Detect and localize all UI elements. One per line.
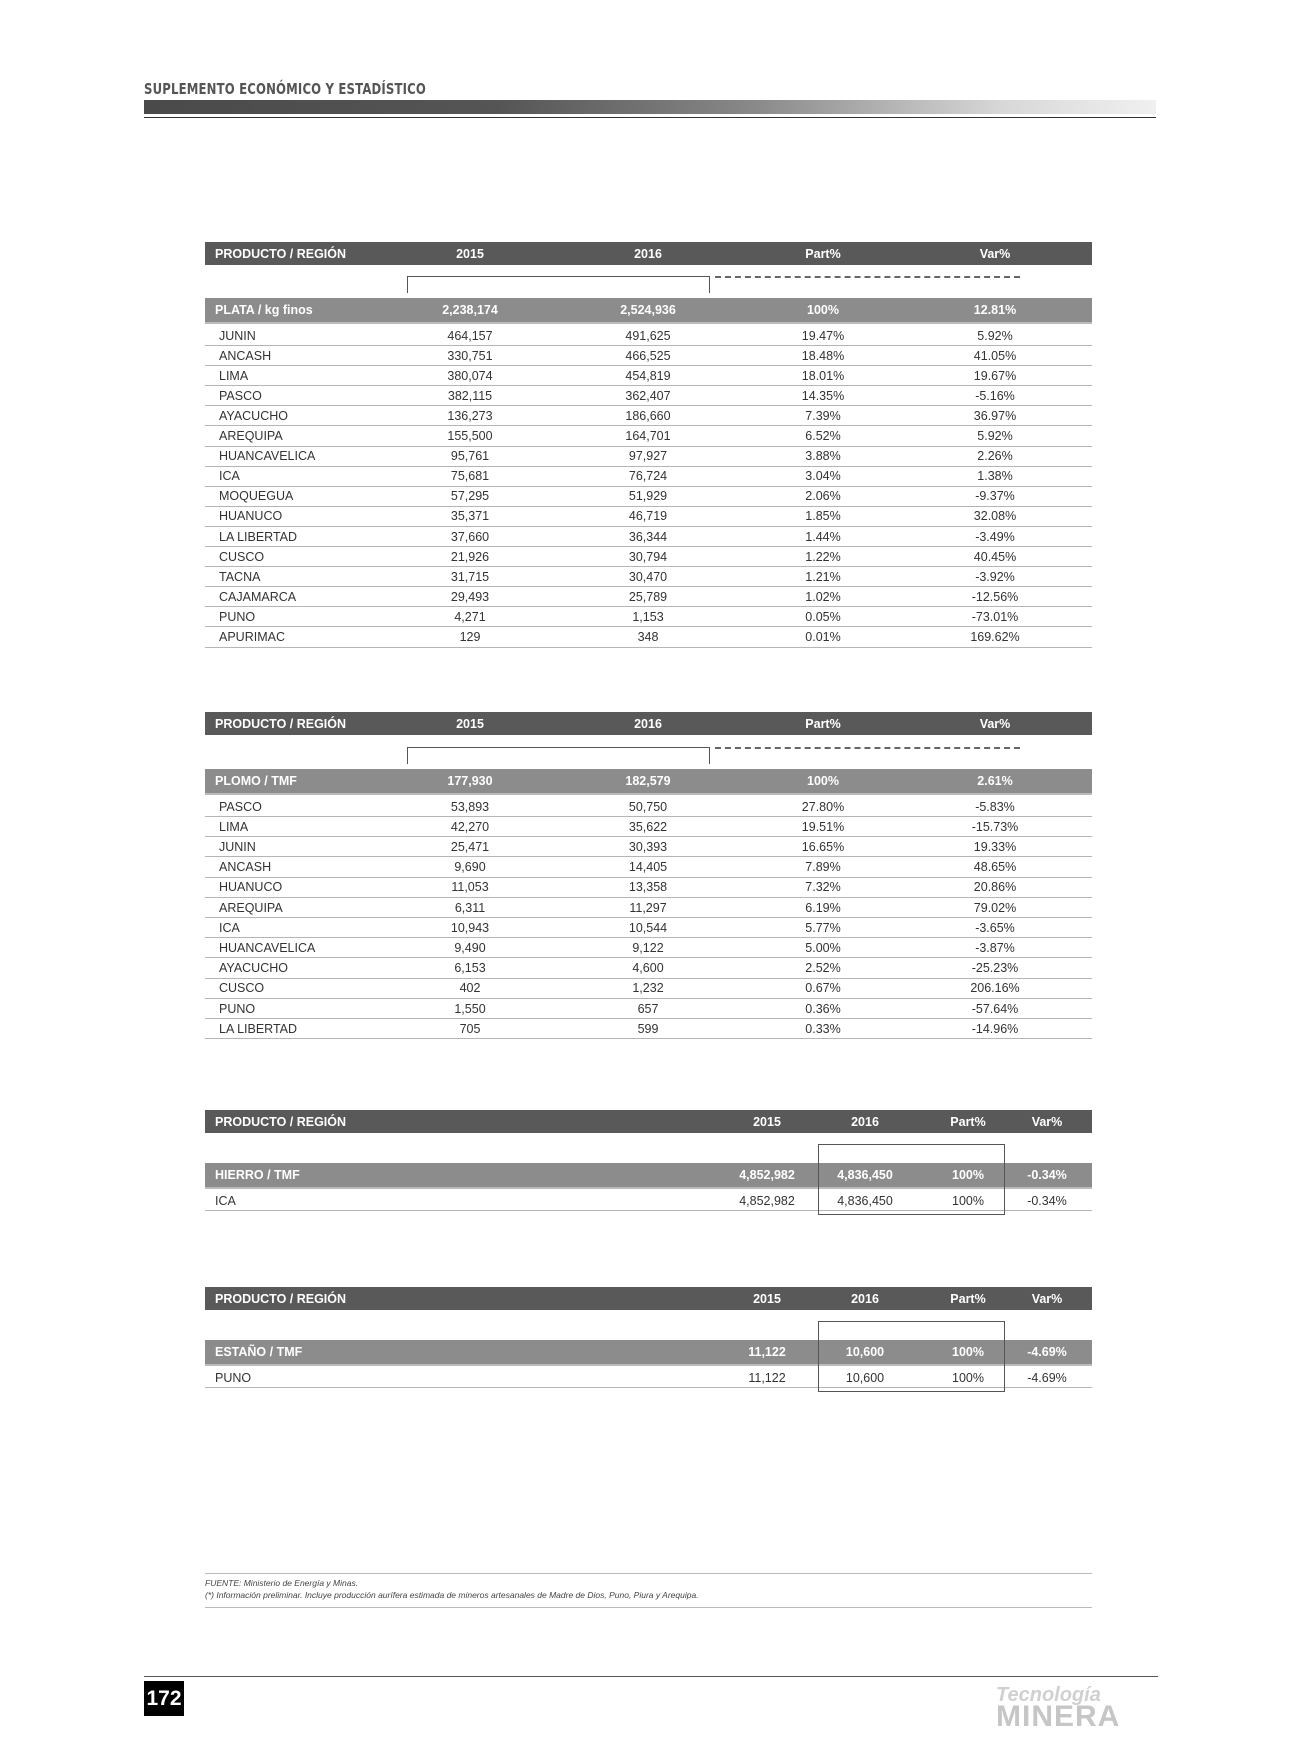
region-cell: AREQUIPA	[219, 429, 283, 443]
header-gradient-bar	[144, 100, 1156, 114]
value-cell: 0.05%	[805, 609, 841, 624]
table-row	[205, 979, 1092, 999]
region-cell: PASCO	[219, 388, 262, 403]
col-2015: 2015	[753, 1114, 781, 1129]
value-cell: 3.88%	[805, 449, 841, 464]
total-part: 100%	[952, 1168, 984, 1182]
value-cell: 35,622	[628, 819, 668, 834]
value-cell: 1.38%	[977, 469, 1013, 484]
col-2016: 2016	[851, 1114, 879, 1129]
value-cell: 466,525	[625, 348, 671, 363]
value-cell: 9,122	[632, 940, 664, 955]
value-cell: 1.85%	[805, 509, 841, 524]
value-cell: 169.62%	[970, 630, 1020, 644]
page-header-title: SUPLEMENTO ECONÓMICO Y ESTADÍSTICO	[144, 80, 427, 98]
value-cell: 21,926	[450, 549, 490, 564]
col-2016: 2016	[634, 246, 662, 261]
region-cell: JUNIN	[219, 839, 256, 854]
value-cell: 75,681	[450, 469, 490, 484]
total-2016: 182,579	[625, 774, 671, 788]
table-row	[205, 898, 1092, 918]
col-region: PRODUCTO / REGIÓN	[215, 246, 347, 261]
bracket-line	[407, 747, 710, 764]
table-row	[205, 999, 1092, 1019]
region-cell: ICA	[219, 469, 240, 484]
total-row	[205, 769, 1092, 795]
value-cell: 79.02%	[973, 900, 1017, 915]
header-divider	[144, 117, 1156, 118]
dashed-line	[715, 276, 1020, 278]
value-cell: 10,600	[845, 1370, 885, 1385]
source-footnote	[205, 1573, 1092, 1608]
value-cell: -3.87%	[975, 940, 1015, 955]
value-cell: -5.16%	[975, 388, 1015, 403]
value-cell: 1,550	[454, 1001, 486, 1016]
value-cell: 11,122	[748, 1370, 786, 1385]
value-cell: 0.36%	[805, 1001, 841, 1016]
value-cell: 2.52%	[805, 961, 841, 976]
value-cell: 186,660	[625, 408, 671, 423]
table-row	[205, 487, 1092, 507]
value-cell: 36.97%	[973, 408, 1017, 423]
col-2016: 2016	[634, 716, 662, 731]
value-cell: 25,471	[450, 839, 490, 854]
table-row	[205, 858, 1092, 878]
value-cell: 37,660	[450, 529, 490, 544]
table-row	[205, 467, 1092, 487]
page-number: 172	[144, 1681, 184, 1716]
total-2016: 10,600	[845, 1345, 885, 1359]
total-2015: 11,122	[748, 1345, 786, 1359]
value-cell: 5.00%	[805, 940, 841, 955]
region-cell: CUSCO	[219, 981, 265, 996]
table-row	[205, 346, 1092, 366]
table-row	[205, 366, 1092, 386]
table-row	[205, 959, 1092, 979]
value-cell: 9,490	[454, 940, 486, 955]
dashed-line	[715, 747, 1020, 749]
total-label: PLOMO / TMF	[215, 774, 297, 788]
total-part: 100%	[807, 774, 839, 788]
region-cell: CUSCO	[219, 549, 265, 564]
region-cell: AYACUCHO	[219, 961, 288, 976]
col-2015: 2015	[456, 246, 484, 261]
logo-minera: MINERA	[996, 1700, 1121, 1733]
col-var: Var%	[979, 246, 1011, 261]
total-var: 12.81%	[973, 303, 1017, 317]
logo-tecnologia: Tecnología	[996, 1684, 1101, 1706]
total-var: -4.69%	[1027, 1345, 1067, 1359]
value-cell: 599	[637, 1021, 659, 1036]
table-row	[205, 938, 1092, 958]
region-cell: LIMA	[219, 368, 249, 383]
region-cell: AYACUCHO	[219, 408, 288, 423]
value-cell: 0.01%	[805, 630, 841, 644]
total-2015: 177,930	[447, 774, 493, 788]
value-cell: 9,690	[454, 860, 486, 875]
value-cell: 362,407	[625, 388, 671, 403]
total-label: PLATA / kg finos	[215, 303, 313, 317]
value-cell: 53,893	[450, 799, 490, 814]
value-cell: -73.01%	[971, 609, 1019, 624]
total-label: ESTAÑO / TMF	[215, 1345, 303, 1359]
value-cell: 14.35%	[801, 388, 845, 403]
value-cell: 100%	[952, 1370, 984, 1385]
value-cell: 4,836,450	[837, 1193, 893, 1208]
value-cell: 1,232	[632, 981, 664, 996]
value-cell: 29,493	[450, 589, 490, 604]
value-cell: 36,344	[628, 529, 668, 544]
value-cell: 13,358	[628, 880, 668, 895]
value-cell: 27.80%	[801, 799, 845, 814]
value-cell: -3.92%	[975, 569, 1015, 584]
value-cell: 5.92%	[977, 328, 1013, 343]
region-cell: PUNO	[219, 1001, 256, 1016]
value-cell: 97,927	[628, 449, 668, 464]
value-cell: -3.49%	[975, 529, 1015, 544]
value-cell: 30,470	[628, 569, 668, 584]
total-var: -0.34%	[1027, 1168, 1067, 1182]
value-cell: 6,311	[454, 900, 486, 915]
value-cell: -12.56%	[971, 589, 1019, 604]
value-cell: 4,600	[632, 961, 664, 976]
value-cell: 20.86%	[973, 880, 1017, 895]
region-cell: HUANCAVELICA	[219, 449, 316, 464]
value-cell: -15.73%	[971, 819, 1019, 834]
value-cell: 705	[459, 1021, 481, 1036]
value-cell: 1.22%	[805, 549, 841, 564]
value-cell: 0.33%	[805, 1021, 841, 1036]
value-cell: -57.64%	[971, 1001, 1019, 1016]
region-cell: APURIMAC	[219, 630, 285, 644]
col-region: PRODUCTO / REGIÓN	[215, 1291, 347, 1306]
footnote-note: (*) Información preliminar. Incluye producción aurífera estimada de mineros artesanales de Madre de Dios, Puno, Piura y Arequipa.	[205, 1590, 699, 1600]
value-cell: 0.67%	[805, 981, 841, 996]
table-row	[205, 326, 1092, 346]
value-cell: 2.26%	[977, 449, 1013, 464]
region-cell: LA LIBERTAD	[219, 529, 298, 544]
region-cell: HUANUCO	[219, 509, 283, 524]
value-cell: 18.48%	[801, 348, 845, 363]
value-cell: 32.08%	[973, 509, 1017, 524]
region-cell: PUNO	[219, 609, 256, 624]
col-2015: 2015	[753, 1291, 781, 1306]
value-cell: -0.34%	[1027, 1193, 1067, 1208]
value-cell: 10,943	[450, 920, 490, 935]
value-cell: 380,074	[447, 368, 493, 383]
value-cell: 95,761	[450, 449, 490, 464]
table-header	[205, 712, 1092, 735]
col-part: Part%	[805, 716, 841, 731]
region-cell: ICA	[219, 920, 240, 935]
total-label: HIERRO / TMF	[215, 1168, 300, 1182]
value-cell: 1.44%	[805, 529, 841, 544]
value-cell: 76,724	[628, 469, 668, 484]
value-cell: 18.01%	[801, 368, 845, 383]
total-2015: 2,238,174	[442, 303, 498, 317]
value-cell: 5.77%	[805, 920, 841, 935]
value-cell: -3.65%	[975, 920, 1015, 935]
value-cell: 330,751	[447, 348, 493, 363]
region-cell: MOQUEGUA	[219, 489, 294, 504]
total-part: 100%	[807, 303, 839, 317]
value-cell: 50,750	[628, 799, 668, 814]
table-row	[205, 628, 1092, 648]
region-cell: ANCASH	[219, 348, 272, 363]
col-var: Var%	[1031, 1114, 1063, 1129]
value-cell: 7.32%	[805, 880, 841, 895]
col-var: Var%	[979, 716, 1011, 731]
value-cell: 19.47%	[801, 328, 845, 343]
footer-divider	[144, 1676, 1158, 1677]
region-cell: CAJAMARCA	[219, 589, 297, 604]
value-cell: 402	[459, 981, 481, 996]
region-cell: TACNA	[219, 569, 261, 584]
value-cell: 10,544	[628, 920, 668, 935]
total-part: 100%	[952, 1345, 984, 1359]
value-cell: 155,500	[447, 429, 493, 443]
value-cell: 57,295	[450, 489, 490, 504]
value-cell: 6.52%	[805, 429, 841, 443]
value-cell: 464,157	[447, 328, 493, 343]
table-row	[205, 527, 1092, 547]
col-region: PRODUCTO / REGIÓN	[215, 716, 347, 731]
table-row	[205, 797, 1092, 817]
highlight-box	[818, 1144, 1005, 1215]
table-row	[205, 878, 1092, 898]
value-cell: 51,929	[628, 489, 668, 504]
table-row	[205, 837, 1092, 857]
value-cell: 31,715	[450, 569, 490, 584]
col-2016: 2016	[851, 1291, 879, 1306]
table-row	[205, 406, 1092, 426]
value-cell: -9.37%	[975, 489, 1015, 504]
value-cell: 25,789	[628, 589, 668, 604]
total-2016: 2,524,936	[620, 303, 676, 317]
value-cell: 30,393	[628, 839, 668, 854]
value-cell: 4,852,982	[739, 1193, 795, 1208]
value-cell: 7.39%	[805, 408, 841, 423]
total-2015: 4,852,982	[739, 1168, 795, 1182]
value-cell: 129	[459, 630, 481, 644]
table-row	[205, 918, 1092, 938]
value-cell: 1.02%	[805, 589, 841, 604]
col-part: Part%	[805, 246, 841, 261]
table-header	[205, 1110, 1092, 1133]
total-row	[205, 298, 1092, 324]
value-cell: 491,625	[625, 328, 671, 343]
value-cell: 5.92%	[977, 429, 1013, 443]
footnote-source: FUENTE: Ministerio de Energía y Minas.	[205, 1578, 359, 1588]
region-cell: ICA	[215, 1193, 236, 1208]
value-cell: 11,053	[451, 880, 489, 895]
table-row	[205, 447, 1092, 467]
value-cell: 2.06%	[805, 489, 841, 504]
region-cell: HUANUCO	[219, 880, 283, 895]
value-cell: 40.45%	[973, 549, 1017, 564]
value-cell: 11,297	[629, 900, 667, 915]
value-cell: 206.16%	[970, 981, 1020, 996]
col-part: Part%	[950, 1291, 986, 1306]
value-cell: 6,153	[454, 961, 486, 976]
value-cell: 16.65%	[801, 839, 845, 854]
value-cell: 454,819	[625, 368, 671, 383]
value-cell: 19.67%	[973, 368, 1017, 383]
region-cell: ANCASH	[219, 860, 272, 875]
value-cell: 41.05%	[973, 348, 1017, 363]
table-header	[205, 242, 1092, 265]
value-cell: 14,405	[628, 860, 668, 875]
region-cell: AREQUIPA	[219, 900, 283, 915]
table-header	[205, 1287, 1092, 1310]
value-cell: 48.65%	[973, 860, 1017, 875]
total-2016: 4,836,450	[837, 1168, 893, 1182]
value-cell: 164,701	[625, 429, 671, 443]
region-cell: LA LIBERTAD	[219, 1021, 298, 1036]
value-cell: 100%	[952, 1193, 984, 1208]
col-part: Part%	[950, 1114, 986, 1129]
value-cell: 46,719	[628, 509, 668, 524]
table-row	[205, 607, 1092, 627]
value-cell: -25.23%	[971, 961, 1019, 976]
value-cell: 382,115	[447, 388, 493, 403]
col-region: PRODUCTO / REGIÓN	[215, 1114, 347, 1129]
region-cell: LIMA	[219, 819, 249, 834]
value-cell: 1,153	[632, 609, 664, 624]
region-cell: JUNIN	[219, 328, 256, 343]
table-row	[205, 386, 1092, 406]
highlight-box	[818, 1321, 1005, 1392]
value-cell: 3.04%	[805, 469, 841, 484]
table-row	[205, 817, 1092, 837]
table-row	[205, 547, 1092, 567]
region-cell: HUANCAVELICA	[219, 940, 316, 955]
region-cell: PUNO	[215, 1370, 252, 1385]
region-cell: PASCO	[219, 799, 262, 814]
col-2015: 2015	[456, 716, 484, 731]
table-row	[205, 1019, 1092, 1039]
value-cell: 136,273	[447, 408, 493, 423]
value-cell: -4.69%	[1027, 1370, 1067, 1385]
value-cell: 348	[637, 630, 659, 644]
col-var: Var%	[1031, 1291, 1063, 1306]
table-row	[205, 427, 1092, 447]
value-cell: 19.33%	[973, 839, 1017, 854]
total-var: 2.61%	[977, 774, 1013, 788]
value-cell: 30,794	[628, 549, 668, 564]
value-cell: 657	[637, 1001, 659, 1016]
table-row	[205, 507, 1092, 527]
value-cell: 19.51%	[801, 819, 845, 834]
bracket-line	[407, 276, 710, 293]
value-cell: 7.89%	[805, 860, 841, 875]
value-cell: 1.21%	[805, 569, 841, 584]
value-cell: 6.19%	[805, 900, 841, 915]
table-row	[205, 567, 1092, 587]
table-row	[205, 587, 1092, 607]
value-cell: 4,271	[454, 609, 486, 624]
value-cell: 42,270	[450, 819, 490, 834]
value-cell: -14.96%	[971, 1021, 1019, 1036]
value-cell: 35,371	[450, 509, 490, 524]
value-cell: -5.83%	[975, 799, 1015, 814]
